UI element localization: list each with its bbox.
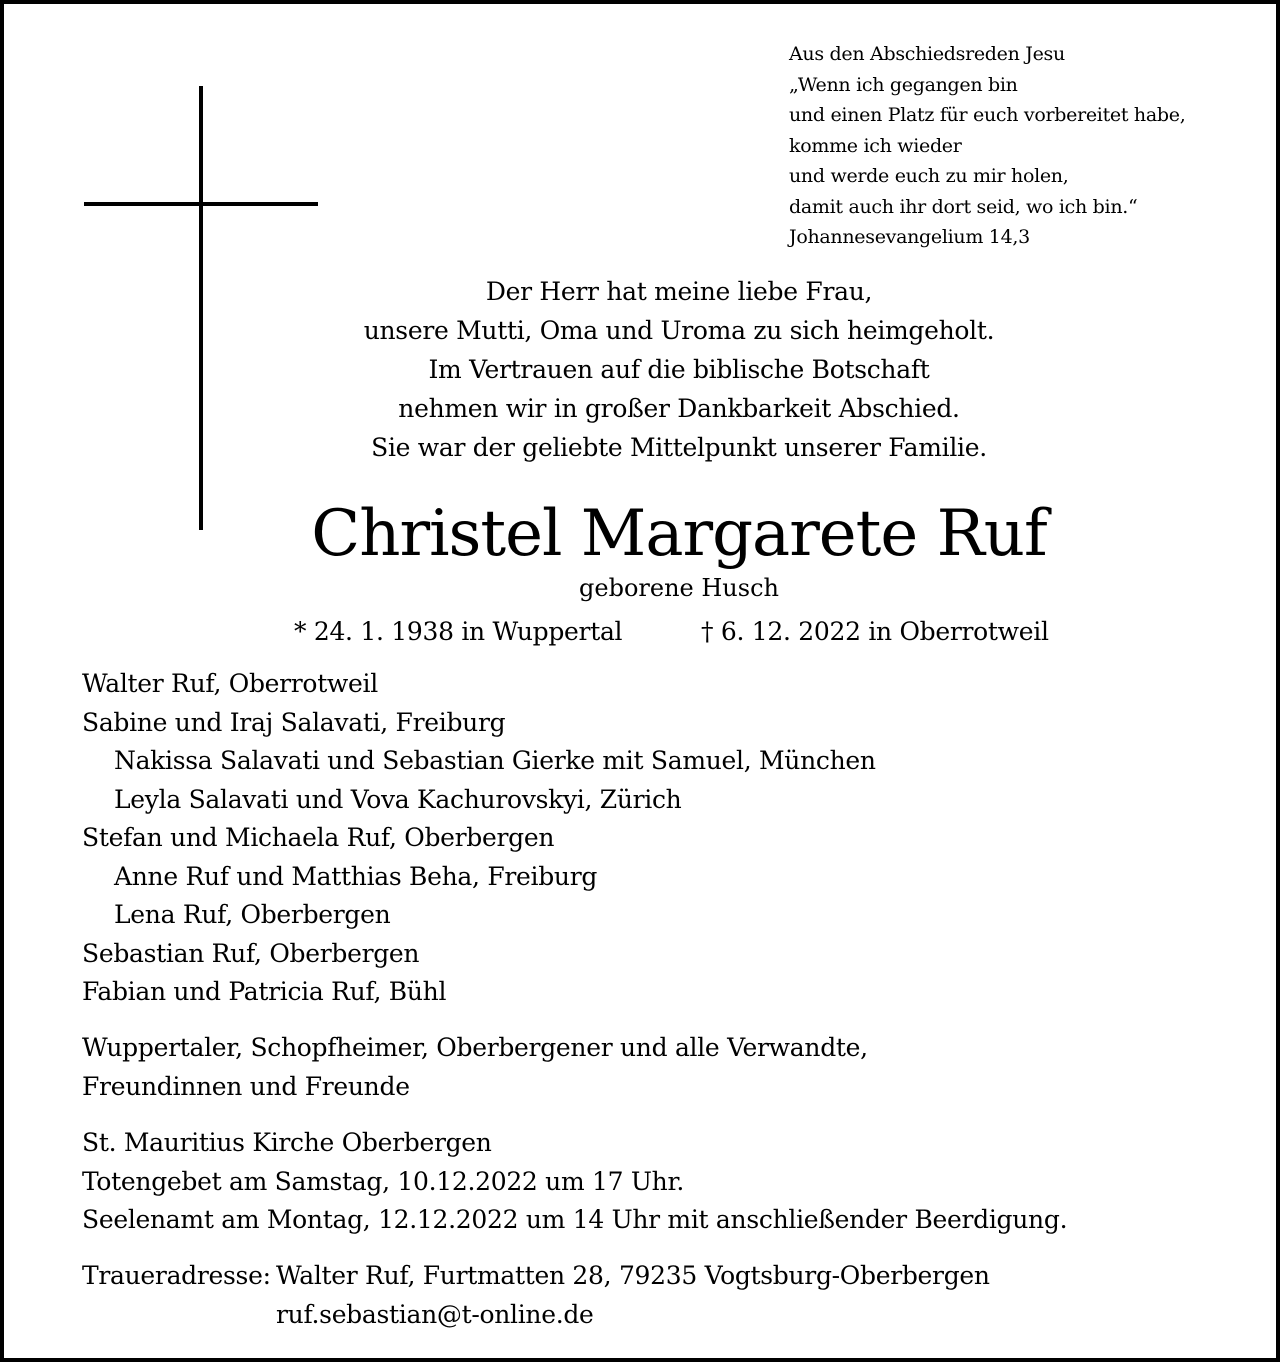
- intro-line: Im Vertrauen auf die biblische Botschaft: [428, 355, 930, 384]
- service-prayer: Totengebet am Samstag, 10.12.2022 um 17 Uhr.: [82, 1166, 685, 1196]
- quote-line: Aus den Abschiedsreden Jesu: [789, 43, 1065, 65]
- quote-line: damit auch ihr dort seid, wo ich bin.“: [789, 195, 1138, 218]
- birth-name: geborene Husch: [579, 574, 779, 602]
- quote-source: Johannesevangelium 14,3: [789, 226, 1030, 248]
- quote-line: „Wenn ich gegangen bin: [789, 73, 1018, 96]
- birth-date: * 24. 1. 1938 in Wuppertal: [294, 617, 623, 646]
- service-info: [82, 1124, 1262, 1240]
- quote-line: und werde euch zu mir holen,: [789, 165, 1069, 187]
- family-member: Lena Ruf, Oberbergen: [114, 900, 391, 929]
- service-church: St. Mauritius Kirche Oberbergen: [82, 1128, 492, 1157]
- family-member: Leyla Salavati und Vova Kachurovskyi, Zürich: [114, 784, 682, 814]
- mourning-address: [82, 1256, 1262, 1334]
- quote-line: komme ich wieder: [789, 134, 962, 157]
- quote-line: und einen Platz für euch vorbereitet habe,: [789, 104, 1186, 126]
- family-member: Fabian und Patricia Ruf, Bühl: [82, 977, 447, 1006]
- intro-line: unsere Mutti, Oma und Uroma zu sich heimgeholt.: [363, 316, 995, 345]
- family-member: Walter Ruf, Oberrotweil: [82, 669, 378, 698]
- relatives-line: Wuppertaler, Schopfheimer, Oberbergener und alle Verwandte,: [82, 1033, 868, 1062]
- address-line: Walter Ruf, Furtmatten 28, 79235 Vogtsburg-Oberbergen: [276, 1261, 990, 1290]
- intro-line: Sie war der geliebte Mittelpunkt unserer Familie.: [371, 433, 987, 462]
- intro-line: Der Herr hat meine liebe Frau,: [485, 277, 873, 306]
- relatives-text: [82, 1029, 1262, 1106]
- deceased-name: Christel Margarete Ruf: [311, 497, 1047, 571]
- cross-icon-vertical-bar: [199, 86, 203, 530]
- cross-icon-horizontal-bar: [84, 202, 318, 206]
- email-address: ruf.sebastian@t-online.de: [276, 1300, 594, 1329]
- relatives-line: Freundinnen und Freunde: [82, 1071, 410, 1101]
- intro-text: [244, 272, 1114, 467]
- intro-line: nehmen wir in großer Dankbarkeit Abschied.: [398, 394, 960, 423]
- family-member: Stefan und Michaela Ruf, Oberbergen: [82, 823, 555, 852]
- family-member: Anne Ruf und Matthias Beha, Freiburg: [114, 861, 598, 891]
- bible-quote: [789, 39, 1269, 253]
- family-member: Sebastian Ruf, Oberbergen: [82, 938, 420, 968]
- service-mass: Seelenamt am Montag, 12.12.2022 um 14 Uhr mit anschließender Beerdigung.: [82, 1205, 1068, 1234]
- family-member: Nakissa Salavati und Sebastian Gierke mit Samuel, München: [114, 746, 876, 775]
- family-list: [82, 665, 1262, 1012]
- family-member: Sabine und Iraj Salavati, Freiburg: [82, 707, 506, 737]
- death-date: † 6. 12. 2022 in Oberrotweil: [701, 617, 1049, 646]
- address-label: Traueradresse:: [82, 1261, 271, 1290]
